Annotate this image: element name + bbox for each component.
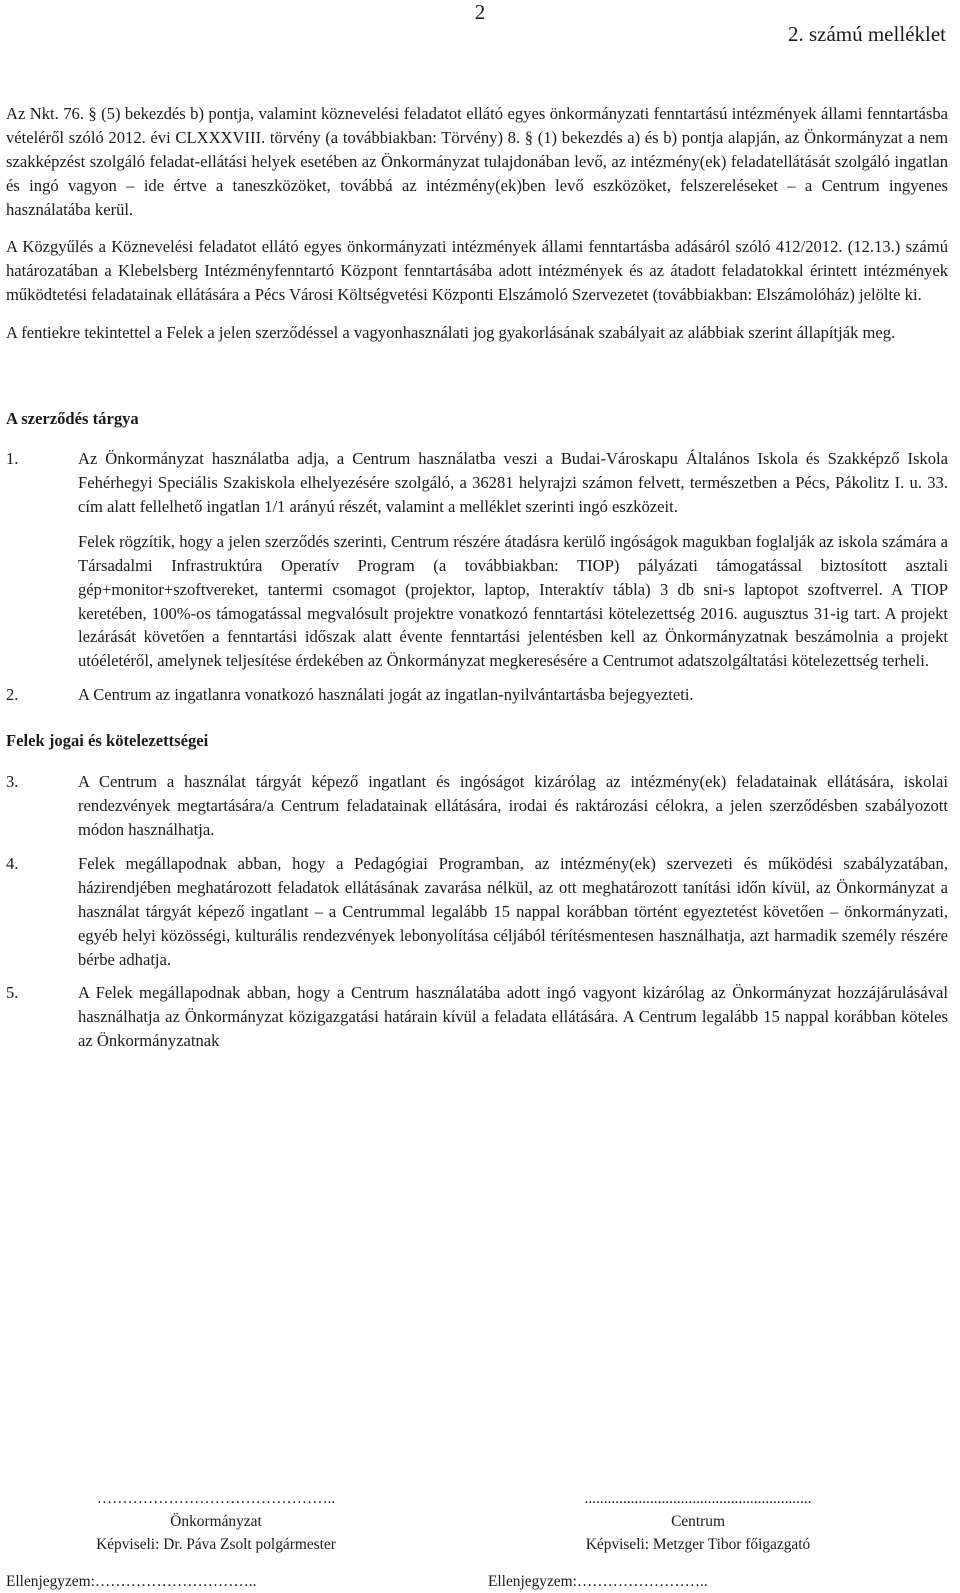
section-title-rights: Felek jogai és kötelezettségei (6, 731, 209, 751)
list-item (6, 447, 948, 673)
item-number: 4. (6, 854, 19, 874)
signature-line: ........................................................... (584, 1490, 812, 1507)
item-paragraph: A Centrum az ingatlanra vonatkozó használati jogát az ingatlan-nyilvántartásba bejegyezteti. (78, 685, 694, 705)
intro-paragraph: Az Nkt. 76. § (5) bekezdés b) pontja, valamint köznevelési feladatot ellátó egyes önkormányzati fenntartású intézmények állami fenntartásba vételéről szóló 2012. évi CLXXXVIII. törvény (a továbbiakban: Törvény) 8. § (1) bekezdés a) és b) pontja alapján, az Önkormányzat a nem szakképzést szolgáló feladat-ellátási helyek esetében az Önkormányzat tulajdonában levő, az intézmény(ek) feladatellátását szolgáló ingatlan és ingó vagyon – ide értve a taneszközöket, továbbá az intézmény(ek)ben levő eszközöket, felszereléseket – a Centrum ingyenes használatába kerül. (6, 104, 948, 219)
signature-block-right (488, 1487, 908, 1593)
party-name: Önkormányzat (170, 1513, 262, 1531)
item-paragraph: Felek rögzítik, hogy a jelen szerződés szerinti, Centrum részére átadásra kerülő ingóságok magukban foglalják az iskola számára a Társadalmi Infrastruktúra Operatív Program (a továbbiakban: TIOP) pályázati támogatással biztosított asztali gép+monitor+szoftvereket, tantermi csomagot (projektor, laptop, Interaktív tábla) 3 db sni-s laptopot szoftverrel. A TIOP keretében, 100%-os támogatással megvalósult projektre vonatkozó fenntartási kötelezettség 2016. augusztus 31-ig tart. A projekt lezárását követően a fenntartási időszak alatt évente fenntartási jelentésben kell az Önkormányzatnak beszámolnia a projekt utóéletéről, amelynek teljesítése érdekében az Önkormányzat megkeresésére a Centrumot adatszolgáltatási kötelezettség terheli. (78, 531, 948, 671)
representative: Képviseli: Dr. Páva Zsolt polgármester (96, 1536, 336, 1554)
list-item (6, 770, 948, 842)
item-number: 2. (6, 685, 19, 705)
signature-line: ……………………………………….. (96, 1490, 336, 1507)
intro-paragraph: A fentiekre tekintettel a Felek a jelen szerződéssel a vagyonhasználati jog gyakorlásának szabályait az alábbiak szerint állapítják meg. (6, 323, 896, 343)
section-title-subject: A szerződés tárgya (6, 409, 139, 429)
item-paragraph: A Centrum a használat tárgyát képező ingatlant és ingóságot kizárólag az intézmény(ek) feladatainak ellátására, iskolai rendezvények megtartására/a Centrum feladatainak ellátására, irodai és raktározási célokra, a jelen szerződésben szabályozott módon használhatja. (78, 772, 948, 840)
item-paragraph: Az Önkormányzat használatba adja, a Centrum használatba veszi a Budai-Városkapu Általános Iskola és Szakképző Iskola Fehérhegyi Speciális Szakiskola elhelyezésére szolgáló, a 36281 helyrajzi számon felvett, természetben a Pécs, Pákolitz I. u. 33. cím alatt fellelhető ingatlan 1/1 arányú részét, valamint a melléklet szerinti ingó eszközeit. (78, 449, 948, 517)
document-body (6, 102, 948, 1063)
countersign-line: Ellenjegyzem:…………………….. (488, 1573, 708, 1591)
signature-block-left (6, 1487, 426, 1593)
item-number: 5. (6, 983, 19, 1003)
item-paragraph: A Felek megállapodnak abban, hogy a Centrum használatába adott ingó vagyont kizárólag az Önkormányzat hozzájárulásával használhatja az Önkormányzat közigazgatási határain kívül a feladata ellátására. A Centrum legalább 15 nappal korábban köteles az Önkormányzatnak (78, 983, 948, 1051)
item-number: 3. (6, 772, 19, 792)
intro-paragraph: A Közgyűlés a Köznevelési feladatot ellátó egyes önkormányzati intézmények állami fenntartásba adásáról szóló 412/2012. (12.13.) számú határozatában a Klebelsberg Intézményfenntartó Központ fenntartásába adott intézmények és az átadott feladatokkal érintett intézmények működtetési feladatainak ellátására a Pécs Városi Költségvetési Központi Elszámoló Szervezetet (továbbiakban: Elszámolóház) jelölte ki. (6, 237, 948, 305)
list-item (6, 852, 948, 971)
representative: Képviseli: Metzger Tibor főigazgató (585, 1536, 811, 1554)
page-number: 2 (474, 0, 486, 24)
item-number: 1. (6, 449, 19, 469)
annex-label: 2. számú melléklet (787, 22, 946, 46)
party-name: Centrum (671, 1513, 725, 1531)
item-paragraph: Felek megállapodnak abban, hogy a Pedagógiai Programban, az intézmény(ek) szervezeti és működési szabályzatában, házirendjében meghatározott feladatok ellátásának zavarása nélkül, az ott meghatározott tanítási időn kívül, az Önkormányzat a használat tárgyát képező ingatlant – a Centrummal legalább 15 nappal korábban történt egyeztetést követően – önkormányzati, egyéb helyi közösségi, kulturális rendezvények lebonyolítása céljából térítésmentesen használhatja, azt harmadik személy részére bérbe adhatja. (78, 854, 948, 969)
countersign-line: Ellenjegyzem:………………………….. (6, 1573, 257, 1591)
list-item (6, 981, 948, 1053)
list-item (6, 683, 948, 707)
